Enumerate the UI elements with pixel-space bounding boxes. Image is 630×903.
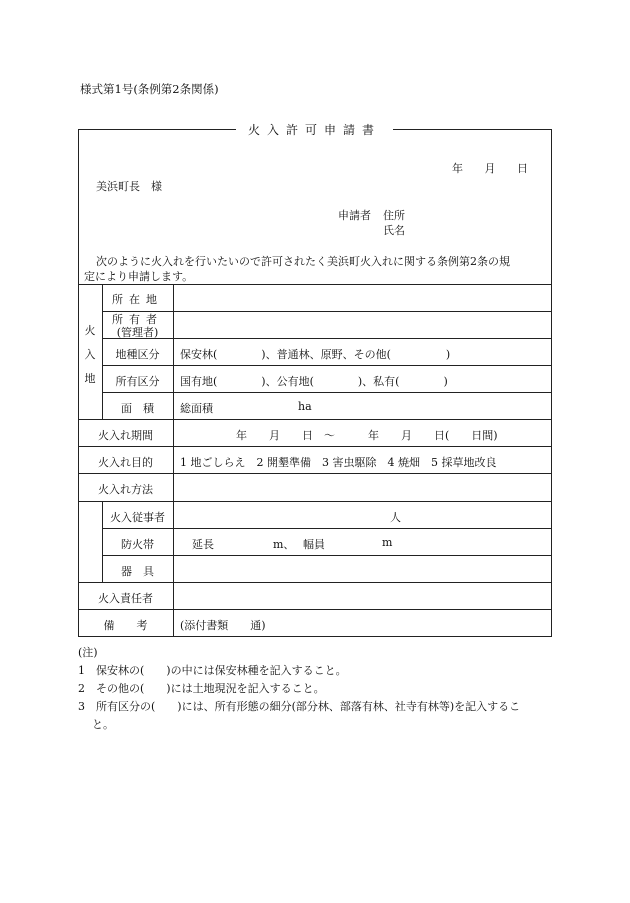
- note-2: 2 その他の( )には土地現況を記入すること。: [78, 682, 325, 695]
- land-type-value: 保安林( )、普通林、原野、その他( ): [180, 348, 451, 361]
- date-line: [452, 160, 528, 176]
- workers-unit: 人: [390, 511, 401, 524]
- land-group-label-1: 火: [84, 324, 96, 337]
- row-line: [102, 392, 552, 393]
- firebreak-length-unit: m、: [273, 538, 295, 551]
- area-total-label: 総面積: [180, 402, 213, 415]
- date-month: 月: [484, 162, 496, 175]
- land-group-label-3: 地: [84, 372, 96, 385]
- purpose-label: 火入れ目的: [98, 456, 153, 469]
- period-value: 年 月 日 ～ 年 月 日( 日間): [236, 429, 498, 442]
- intro-text-line2: 定により申請します。: [84, 270, 194, 283]
- row-line: [78, 582, 552, 583]
- row-line: [102, 365, 552, 366]
- row-line: [78, 446, 552, 447]
- note-3-continued: と。: [92, 718, 114, 731]
- note-1: 1 保安林の( )の中には保安林種を記入すること。: [78, 664, 347, 677]
- intro-text-line1: 次のように火入れを行いたいので許可されたく美浜町火入れに関する条例第2条の規: [96, 255, 510, 268]
- land-type-label: 地種区分: [115, 348, 160, 361]
- land-group-label-2: 入: [84, 348, 96, 361]
- location-label: 所在地: [112, 293, 163, 306]
- firebreak-width-unit: m: [382, 536, 393, 549]
- method-label: 火入れ方法: [98, 483, 153, 496]
- period-label: 火入れ期間: [98, 429, 153, 442]
- addressee: 美浜町長 様: [96, 180, 162, 193]
- area-unit: ha: [298, 400, 312, 413]
- label-value-divider: [173, 284, 174, 637]
- applicant-name-label: 氏名: [383, 224, 405, 237]
- date-day: 日: [517, 162, 528, 175]
- applicant-address-label: 住所: [383, 209, 405, 222]
- workers-label: 火入従事者: [110, 511, 165, 524]
- remarks-value: (添付書類 通): [180, 619, 266, 632]
- row-line: [102, 528, 552, 529]
- firebreak-length-label: 延長: [192, 538, 214, 551]
- note-3: 3 所有区分の( )には、所有形態の細分(部分林、部落有林、社寺有林等)を記入するこ: [78, 700, 521, 713]
- form-number-label: 様式第1号(条例第2条関係): [80, 82, 219, 96]
- row-line: [78, 609, 552, 610]
- firebreak-width-label: 幅員: [303, 538, 325, 551]
- row-line: [78, 419, 552, 420]
- area-label: 面 積: [121, 402, 154, 415]
- tools-label: 器 具: [121, 565, 154, 578]
- remarks-label: 備 考: [103, 619, 148, 632]
- firebreak-label: 防火帯: [121, 538, 154, 551]
- table-top-line: [78, 284, 552, 285]
- row-line: [78, 501, 552, 502]
- ownership-type-label: 所有区分: [115, 375, 160, 388]
- purpose-options: 1 地ごしらえ 2 開墾準備 3 害虫駆除 4 焼畑 5 採草地改良: [180, 456, 497, 469]
- notes-heading: (注): [78, 646, 98, 659]
- form-title: 火入許可申請書: [236, 121, 393, 138]
- responsible-label: 火入責任者: [98, 592, 153, 605]
- row-line: [78, 473, 552, 474]
- date-year: 年: [452, 162, 463, 175]
- row-line: [102, 555, 552, 556]
- ownership-type-value: 国有地( )、公有地( )、私有( ): [180, 375, 448, 388]
- owner-manager-label: (管理者): [116, 326, 159, 339]
- owner-label: 所有者: [112, 313, 163, 326]
- applicant-label: 申請者: [338, 209, 371, 222]
